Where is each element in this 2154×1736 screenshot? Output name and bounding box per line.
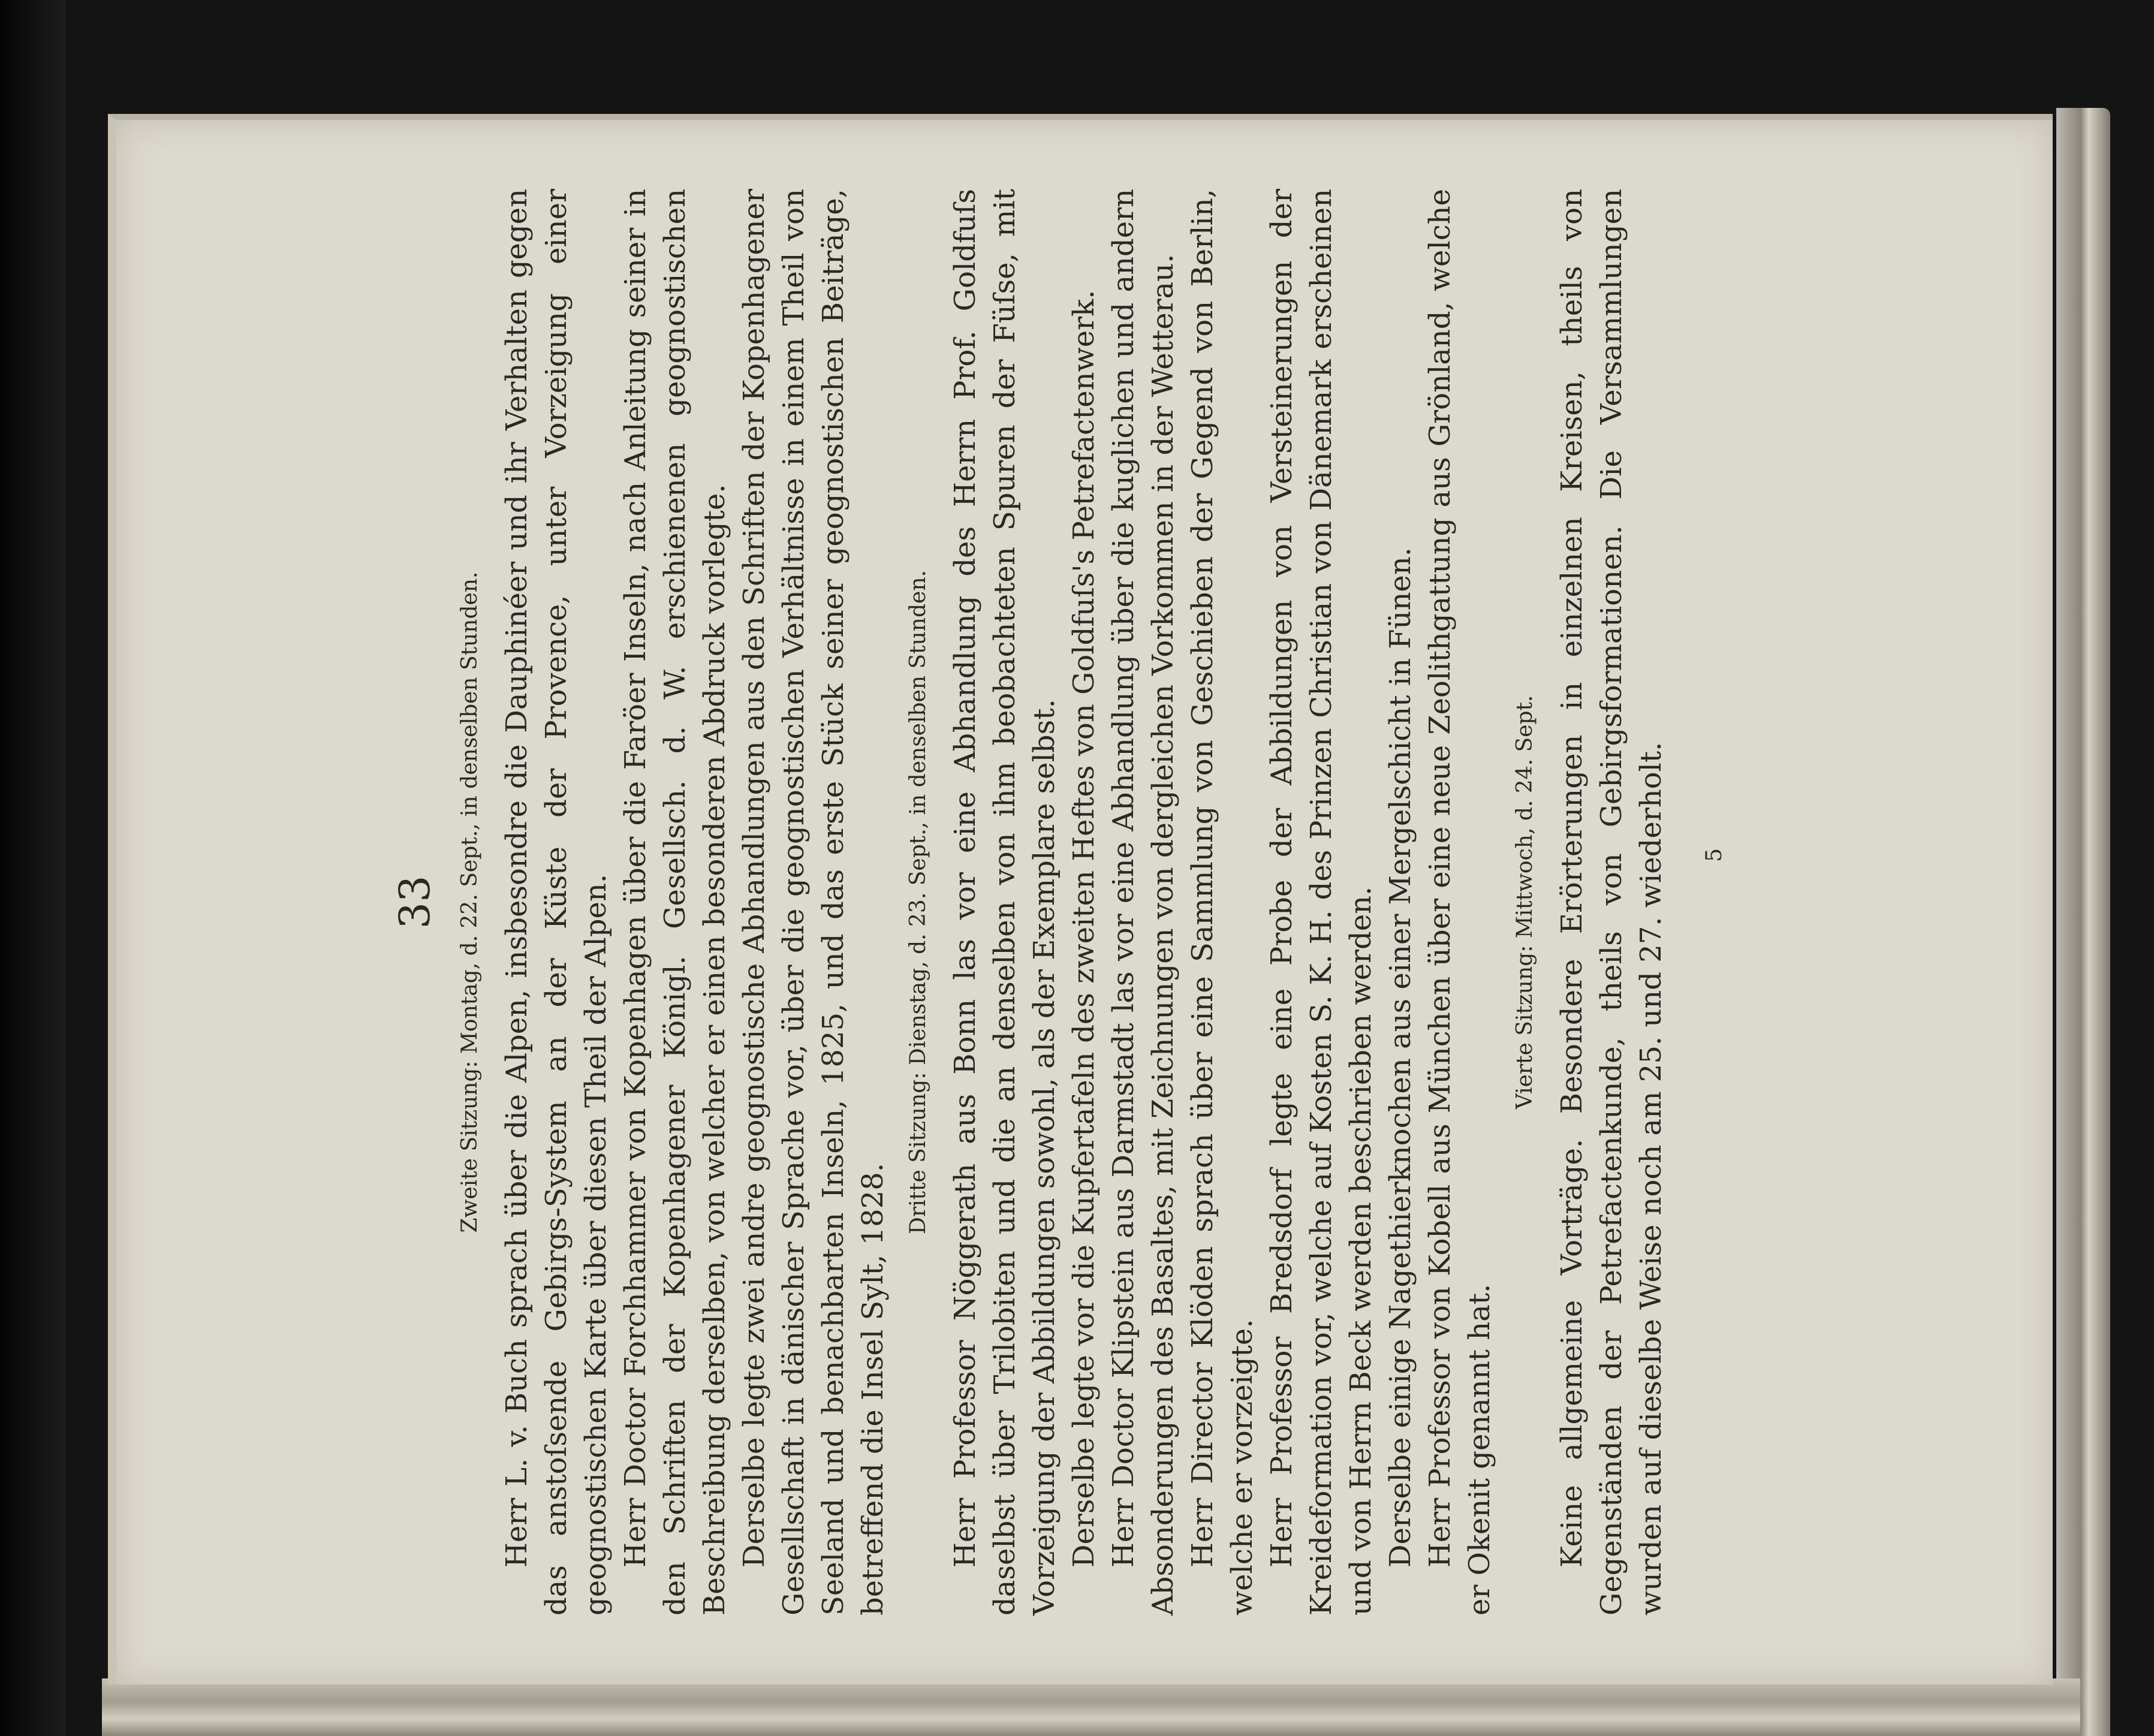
scan-background-edge: [0, 0, 66, 1736]
paragraph: Herr Doctor Klipstein aus Darmstadt las vor eine Abhandlung über die kuglichen und andern Absonderungen des Basaltes, mit Zeichnungen von dergleichen Vorkommen in der Wetterau.: [1107, 189, 1180, 1616]
paragraph: Derselbe legte zwei andre geognostische Abhandlungen aus den Schriften der Kopenhagener Gesellschaft in dänischer Sprache vor, über die geognostischen Verhältnisse in einem Theil von Seeland und benachbarten Inseln, 1825, und das erste Stück seiner geognostischen Beiträge, betreffend die Insel Sylt, 1828.: [737, 189, 890, 1616]
page-stack-edge: [2056, 108, 2110, 1736]
paragraph: Herr Professor von Kobell aus München über eine neue Zeolithgattung aus Grönland, welche er Okenit genannt hat.: [1423, 189, 1496, 1616]
session-heading: Vierte Sitzung: Mittwoch, d. 24. Sept.: [1513, 695, 1537, 1110]
signature-mark: 5: [1702, 848, 1727, 862]
paragraph: Herr Professor Nöggerath aus Bonn las vor eine Abhandlung des Herrn Prof. Goldfuſs daselbst über Trilobiten und die an denselben von ihm beobachteten Spuren der Füſse, mit Vorzeigung der Abbildungen sowohl, als der Exemplare selbst.: [948, 189, 1061, 1616]
book-page: [108, 114, 2053, 1684]
paragraph: Herr L. v. Buch sprach über die Alpen, insbesondre die Dauphinéer und ihr Verhalten gegen das anstoſsende Gebirgs-System an der Küste der Provence, unter Vorzeigung einer geognostischen Karte über diesen Theil der Alpen.: [500, 189, 613, 1616]
paragraph: Keine allgemeine Vorträge. Besondere Erörterungen in einzelnen Kreisen, theils von Gegenständen der Petrefactenkunde, theils von Gebirgsformationen. Die Versammlungen wurden auf dieselbe Weise noch am 25. und 27. wiederholt.: [1555, 189, 1668, 1616]
paragraph: Derselbe einige Nagethierknochen aus einer Mergelschicht in Fünen.: [1384, 547, 1417, 1568]
session-heading: Dritte Sitzung: Dienstag, d. 23. Sept., in denselben Stunden.: [906, 570, 930, 1234]
paragraph: Herr Doctor Forchhammer von Kopenhagen über die Faröer Inseln, nach Anleitung seiner in den Schriften der Kopenhagener Königl. Gesellsch. d. W. erschienenen geognostischen Beschreibung derselben, von welcher er einen besonderen Abdruck vorlegte.: [619, 189, 731, 1616]
session-heading: Zweite Sitzung: Montag, d. 22. Sept., in denselben Stunden.: [457, 571, 482, 1233]
paragraph: Derselbe legte vor die Kupfertafeln des zweiten Heftes von Goldfuſs's Petrefactenwerk.: [1067, 290, 1101, 1568]
paragraph: Herr Professor Bredsdorf legte eine Probe der Abbildungen von Versteinerungen der Kreideformation vor, welche auf Kosten S. K. H. des Prinzen Christian von Dänemark erscheinen und von Herrn Beck werden beschrieben werden.: [1265, 189, 1378, 1616]
paragraph: Herr Director Klöden sprach über eine Sammlung von Geschieben der Gegend von Berlin, welche er vorzeigte.: [1186, 189, 1259, 1616]
book-spine: [102, 1678, 2080, 1736]
rotated-text-block: [390, 189, 1774, 1616]
page-number: 33: [390, 875, 439, 929]
